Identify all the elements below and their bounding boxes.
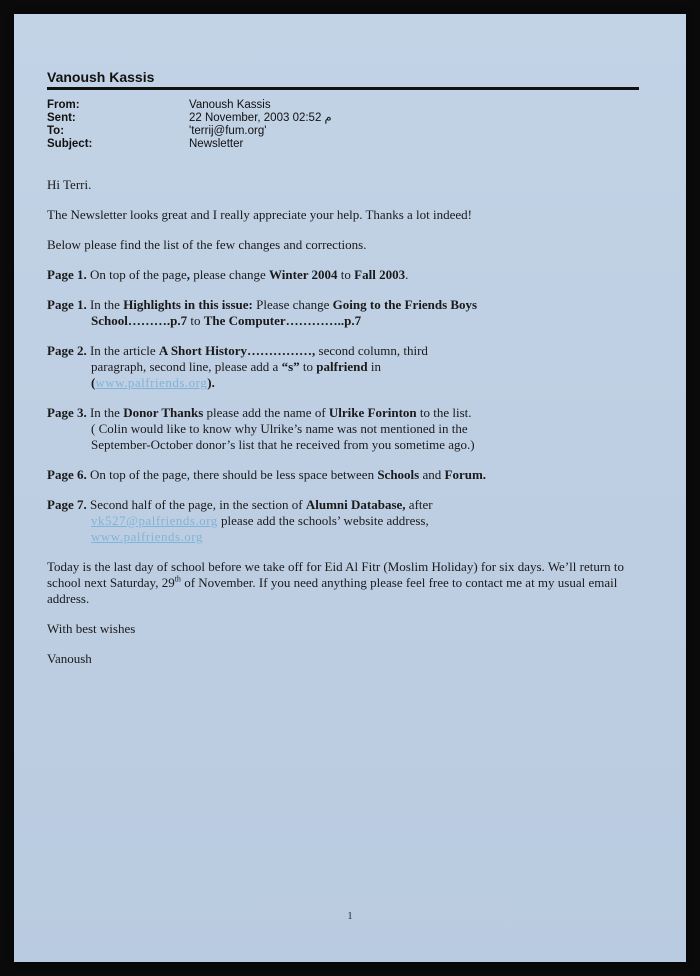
item-page: Page 1. xyxy=(47,297,87,312)
subject-label: Subject: xyxy=(47,138,93,150)
item-bold: Alumni Database, xyxy=(305,497,406,512)
correction-item xyxy=(47,405,647,453)
sent-row xyxy=(47,112,332,125)
document-page xyxy=(14,14,686,962)
item-text: In the article xyxy=(86,343,159,358)
correction-item xyxy=(47,343,647,391)
email-link[interactable]: vk527@palfriends.org xyxy=(91,513,218,528)
greeting: Hi Terri. xyxy=(47,177,92,192)
item-bold: Forum. xyxy=(444,467,487,482)
item-bold: Fall 2003 xyxy=(354,267,406,282)
item-text: in xyxy=(367,359,381,374)
item-text: ( Colin would like to know why Ulrike’s name was not mentioned in the xyxy=(91,421,468,436)
item-page: Page 1. xyxy=(47,267,87,282)
item-bold: Donor Thanks xyxy=(123,405,204,420)
item-text: In the xyxy=(86,405,124,420)
header-rule xyxy=(47,87,639,90)
item-page: Page 7. xyxy=(47,497,87,512)
item-bold: Going to the Friends Boys xyxy=(332,297,478,312)
item-text: In the xyxy=(86,297,124,312)
paragraph-thanks: The Newsletter looks great and I really appreciate your help. Thanks a lot indeed! xyxy=(47,207,472,222)
item-text: . xyxy=(405,267,409,282)
item-text: On top of the page xyxy=(86,267,187,282)
from-label: From: xyxy=(47,99,80,111)
sent-value: 22 November, 2003 02:52 م xyxy=(189,112,332,124)
item-text: please add the schools’ website address, xyxy=(217,513,429,528)
item-text: September-October donor’s list that he received from you sometime ago.) xyxy=(91,437,475,452)
paragraph-intro: Below please find the list of the few changes and corrections. xyxy=(47,237,367,252)
item-bold: Ulrike Forinton xyxy=(328,405,417,420)
email-body xyxy=(47,177,647,667)
subject-value: Newsletter xyxy=(189,138,244,150)
email-meta xyxy=(47,99,332,151)
correction-item xyxy=(47,297,647,329)
to-row xyxy=(47,125,332,138)
closing-sup: th xyxy=(174,574,181,584)
closing-text: Today is the last day of school before we take off for Eid Al Fitr (Moslim Holiday) for six days. We’ll return to school next Saturday, 29 xyxy=(47,559,625,590)
item-page: Page 6. xyxy=(47,467,87,482)
item-bold: The Computer…………..p.7 xyxy=(203,313,362,328)
item-text: second column, third xyxy=(315,343,428,358)
wishes: With best wishes xyxy=(47,621,136,636)
sent-label: Sent: xyxy=(47,112,76,124)
subject-row xyxy=(47,138,332,151)
item-text: to xyxy=(187,313,204,328)
correction-item xyxy=(47,267,647,283)
from-value: Vanoush Kassis xyxy=(189,99,271,111)
item-bold: ( xyxy=(91,375,96,390)
item-bold: Winter 2004 xyxy=(269,267,338,282)
website-link[interactable]: www.palfriends.org xyxy=(91,529,203,544)
website-link[interactable]: www.palfriends.org xyxy=(95,375,208,390)
to-label: To: xyxy=(47,125,65,137)
item-bold: School……….p.7 xyxy=(91,313,188,328)
page-number: 1 xyxy=(347,911,353,922)
item-text: to xyxy=(337,267,355,282)
item-text: please add the name of xyxy=(203,405,329,420)
correction-item xyxy=(47,467,647,483)
item-page: Page 2. xyxy=(47,343,87,358)
item-text: to xyxy=(299,359,317,374)
item-text: after xyxy=(405,497,433,512)
item-text: , xyxy=(186,267,194,282)
item-text: Please change xyxy=(252,297,333,312)
correction-item xyxy=(47,497,647,545)
item-bold: palfriend xyxy=(316,359,368,374)
item-bold: A Short History……………, xyxy=(158,343,316,358)
item-text: to the list. xyxy=(416,405,472,420)
signature: Vanoush xyxy=(47,651,92,666)
item-bold: Highlights in this issue: xyxy=(123,297,253,312)
item-text: please change xyxy=(193,267,270,282)
closing-text: of November. If you need anything please feel free to contact me at my usual email address. xyxy=(47,575,618,606)
item-text: paragraph, second line, please add a xyxy=(91,359,282,374)
to-value: 'terrij@fum.org' xyxy=(189,125,267,137)
sender-header: Vanoush Kassis xyxy=(47,69,155,85)
item-bold: “s” xyxy=(281,359,300,374)
from-row xyxy=(47,99,332,112)
item-text: and xyxy=(419,467,445,482)
item-bold: Schools xyxy=(377,467,420,482)
item-text: On top of the page, there should be less space between xyxy=(86,467,378,482)
item-bold: ). xyxy=(207,375,215,390)
closing-paragraph xyxy=(47,559,647,607)
item-page: Page 3. xyxy=(47,405,87,420)
item-text: Second half of the page, in the section of xyxy=(86,497,306,512)
